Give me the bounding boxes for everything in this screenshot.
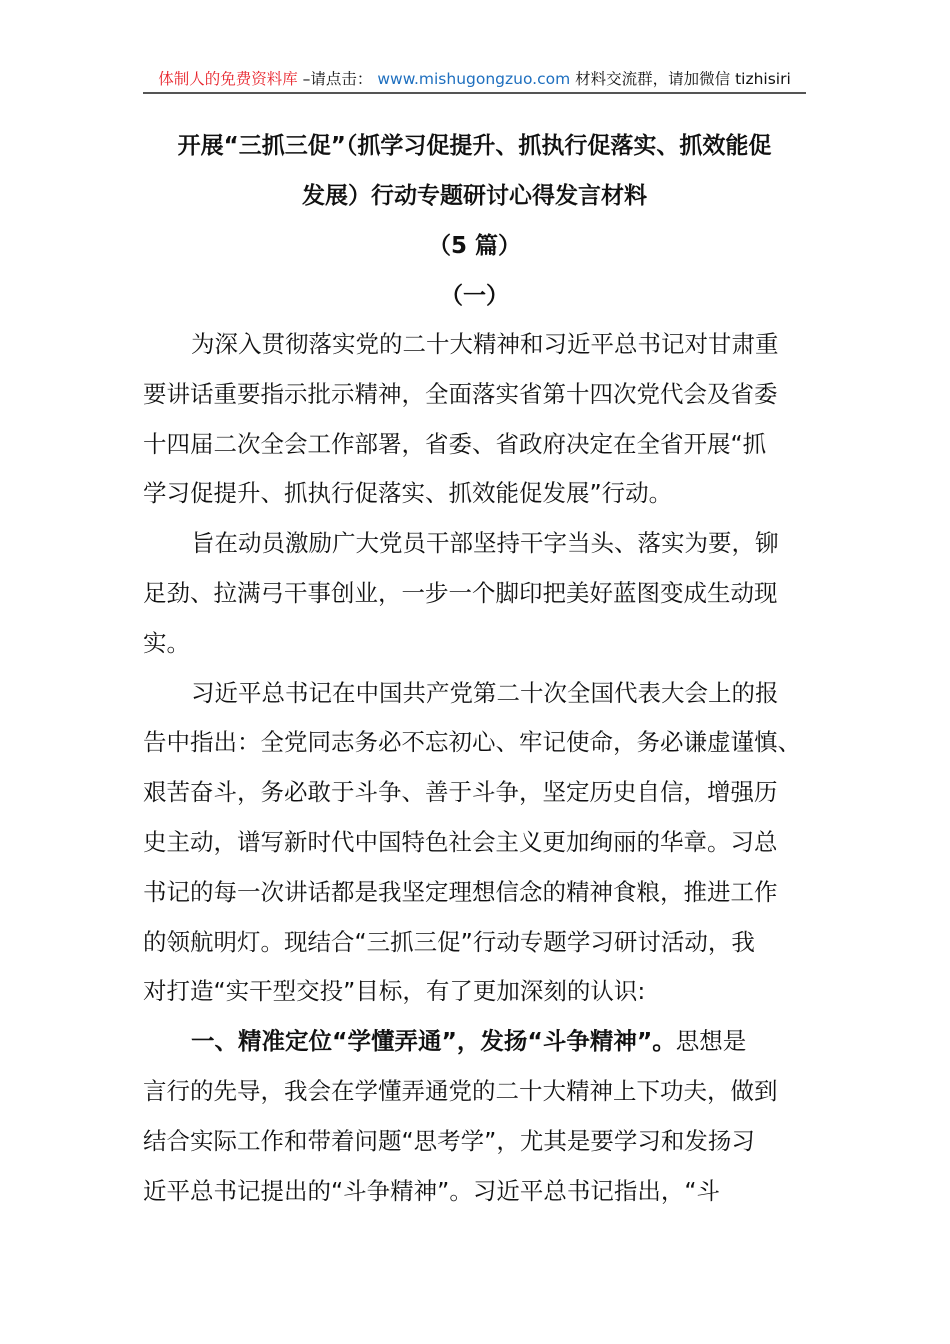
paragraph bbox=[143, 320, 823, 519]
paragraph-line: 对打造“实干型交投”目标，有了更加深刻的认识: bbox=[143, 977, 646, 1006]
document-title-line-1: 开展“三抓三促”（抓学习促提升、抓执行促落实、抓效能促 bbox=[177, 133, 772, 159]
paragraph bbox=[143, 519, 823, 668]
paragraph-line: 史主动，谱写新时代中国特色社会主义更加绚丽的华章。习总 bbox=[143, 827, 778, 856]
header-url-link[interactable]: www.mishugongzuo.com bbox=[377, 70, 571, 88]
paragraph-line: 艰苦奋斗，务必敢于斗争、善于斗争，坚定历史自信，增强历 bbox=[143, 778, 778, 807]
paragraph-line: 言行的先导，我会在学懂弄通党的二十大精神上下功夫，做到 bbox=[143, 1076, 778, 1105]
paragraph-line: 书记的每一次讲话都是我坚定理想信念的精神食粮，推进工作 bbox=[143, 877, 778, 906]
paragraph-line: 的领航明灯。现结合“三抓三促”行动专题学习研讨活动，我 bbox=[143, 927, 755, 956]
header-prompt: –请点击： bbox=[302, 70, 373, 88]
paragraph-line: 一、精准定位“学懂弄通”，发扬“斗争精神”。思想是 bbox=[191, 1027, 747, 1056]
paragraph-line: 习近平总书记在中国共产党第二十次全国代表大会上的报 bbox=[191, 678, 779, 707]
bold-heading: 一、精准定位“学懂弄通”，发扬“斗争精神”。 bbox=[191, 1027, 676, 1056]
page-header-banner bbox=[143, 68, 806, 94]
document-body bbox=[143, 320, 823, 1216]
paragraph bbox=[143, 669, 823, 1018]
document-title-line-2: 发展）行动专题研讨心得发言材料 bbox=[302, 183, 647, 209]
paragraph-line: 实。 bbox=[143, 628, 190, 657]
paragraph-line: 要讲话重要指示批示精神，全面落实省第十四次党代会及省委 bbox=[143, 379, 778, 408]
paragraph-line: 结合实际工作和带着问题“思考学”，尤其是要学习和发扬习 bbox=[143, 1126, 755, 1155]
section-heading: （一） bbox=[440, 283, 509, 309]
paragraph-line: 学习促提升、抓执行促落实、抓效能促发展”行动。 bbox=[143, 479, 673, 508]
paragraph-line: 为深入贯彻落实党的二十大精神和习近平总书记对甘肃重 bbox=[191, 330, 779, 358]
header-tail: 材料交流群，请加微信 tizhisiri bbox=[575, 70, 791, 88]
paragraph-line: 告中指出：全党同志务必不忘初心、牢记使命，务必谦虚谨慎、 bbox=[143, 728, 801, 757]
paragraph-line: 十四届二次全会工作部署，省委、省政府决定在全省开展“抓 bbox=[143, 429, 767, 458]
paragraph-line: 旨在动员激励广大党员干部坚持干字当头、落实为要，铆 bbox=[191, 529, 779, 558]
article-count: （5 篇） bbox=[427, 233, 521, 259]
paragraph-line: 近平总书记提出的“斗争精神”。习近平总书记指出，“斗 bbox=[143, 1176, 721, 1205]
header-brand: 体制人的免费资料库 bbox=[158, 70, 298, 88]
paragraph bbox=[143, 1017, 823, 1216]
paragraph-line: 足劲、拉满弓干事创业，一步一个脚印把美好蓝图变成生动现 bbox=[143, 578, 778, 607]
